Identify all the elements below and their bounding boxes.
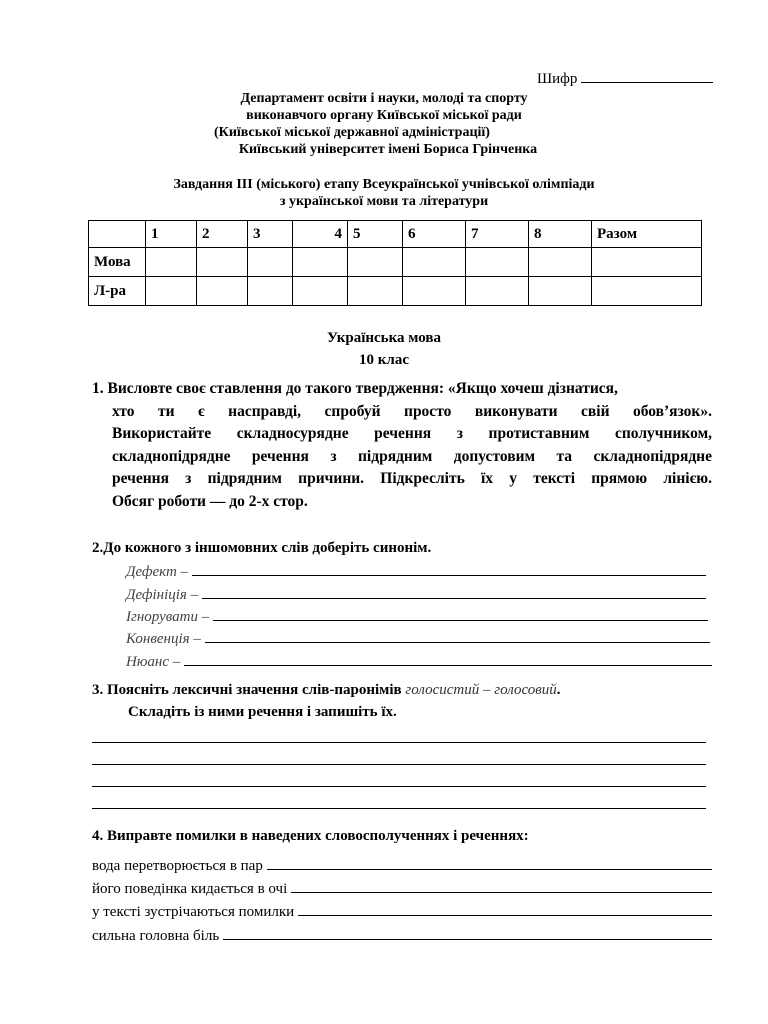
score-cell[interactable] bbox=[293, 248, 348, 277]
score-row-label: Мова bbox=[89, 248, 146, 277]
header-line-3: (Київської міської державної адміністрації) bbox=[214, 125, 490, 140]
document-header bbox=[0, 90, 768, 158]
header-line-2: виконавчого органу Київської міської ради bbox=[246, 108, 522, 123]
assignment-title bbox=[0, 176, 768, 210]
synonym-word: Ігнорувати – bbox=[126, 609, 210, 625]
score-cell[interactable] bbox=[529, 248, 592, 277]
score-table-header-row bbox=[89, 221, 702, 248]
task1-line-6: Обсяг роботи — до 2-х стор. bbox=[112, 492, 308, 510]
synonym-row bbox=[126, 585, 706, 604]
answer-line[interactable] bbox=[92, 742, 706, 743]
phrase-row bbox=[92, 902, 712, 921]
task1-line-1: 1. Висловте своє ставлення до такого твердження: «Якщо хочеш дізнатися, bbox=[92, 380, 618, 397]
task3-instruction: Складіть із ними речення і запишіть їх. bbox=[128, 704, 397, 720]
cipher-input-line[interactable] bbox=[581, 68, 713, 83]
score-cell[interactable] bbox=[592, 248, 702, 277]
task4-title: 4. Виправте помилки в наведених словосполученнях і реченнях: bbox=[92, 828, 529, 844]
task1-line-2: хто ти є насправді, спробуй просто виконувати свій обов’язок». bbox=[112, 402, 712, 420]
phrase-text: вода перетворюється в пар bbox=[92, 858, 263, 874]
synonym-row bbox=[126, 629, 710, 648]
synonym-row bbox=[126, 652, 712, 671]
subject-title: Українська мова bbox=[326, 330, 442, 346]
task1-body bbox=[92, 401, 712, 514]
score-cell[interactable] bbox=[197, 248, 248, 277]
task-1 bbox=[92, 378, 712, 514]
score-header-cell: 6 bbox=[403, 221, 466, 248]
subject-block bbox=[0, 327, 768, 371]
score-cell[interactable] bbox=[592, 277, 702, 306]
score-cell[interactable] bbox=[348, 277, 403, 306]
score-header-cell: Разом bbox=[592, 221, 702, 248]
score-header-cell: 3 bbox=[248, 221, 293, 248]
correction-line[interactable] bbox=[223, 926, 712, 940]
synonym-answer-line[interactable] bbox=[213, 607, 708, 621]
task3-title-end: . bbox=[556, 682, 561, 698]
synonym-answer-line[interactable] bbox=[192, 562, 706, 576]
score-header-cell: 7 bbox=[466, 221, 529, 248]
score-cell[interactable] bbox=[197, 277, 248, 306]
score-cell[interactable] bbox=[293, 277, 348, 306]
score-row-label: Л-ра bbox=[89, 277, 146, 306]
assignment-line-2: з української мови та літератури bbox=[279, 194, 489, 209]
synonym-word: Дефект – bbox=[126, 564, 189, 580]
task1-line-3: Використайте складносурядне речення з протиставним сполучником, bbox=[112, 425, 712, 443]
score-cell[interactable] bbox=[348, 248, 403, 277]
score-cell[interactable] bbox=[529, 277, 592, 306]
phrase-text: його поведінка кидається в очі bbox=[92, 881, 288, 897]
task1-line-5: речення з підрядним причини. Підкресліть їх у тексті прямою лінією. bbox=[112, 470, 712, 488]
phrase-text: у тексті зустрічаються помилки bbox=[92, 904, 295, 920]
synonym-row bbox=[126, 607, 708, 626]
score-table bbox=[88, 220, 702, 306]
score-cell[interactable] bbox=[248, 277, 293, 306]
header-line-4: Київський університет імені Бориса Грінченка bbox=[238, 142, 538, 157]
synonym-answer-line[interactable] bbox=[205, 629, 710, 643]
score-cell[interactable] bbox=[403, 277, 466, 306]
task1-line-4: складнопідрядне речення з підрядним допустовим та складнопідрядне bbox=[112, 447, 712, 465]
assignment-line-1: Завдання ІІІ (міського) етапу Всеукраїнської учнівської олімпіади bbox=[173, 177, 595, 192]
task3-title-text: 3. Поясніть лексичні значення слів-паронімів bbox=[92, 682, 402, 698]
phrase-text: сильна головна біль bbox=[92, 928, 220, 944]
answer-line[interactable] bbox=[92, 764, 706, 765]
score-cell[interactable] bbox=[146, 248, 197, 277]
cipher-field bbox=[537, 68, 713, 88]
score-row-literature bbox=[89, 277, 702, 306]
correction-line[interactable] bbox=[298, 902, 712, 916]
cipher-label: Шифр bbox=[537, 71, 578, 87]
synonym-word: Нюанс – bbox=[126, 654, 181, 670]
score-header-cell: 5 bbox=[348, 221, 403, 248]
synonym-word: Дефініція – bbox=[126, 587, 199, 603]
phrase-row bbox=[92, 926, 712, 945]
correction-line[interactable] bbox=[291, 879, 712, 893]
task3-title bbox=[92, 682, 561, 699]
score-cell[interactable] bbox=[248, 248, 293, 277]
score-header-cell: 2 bbox=[197, 221, 248, 248]
synonym-word: Конвенція – bbox=[126, 631, 201, 647]
task2-title: 2.До кожного з іншомовних слів доберіть синонім. bbox=[92, 540, 432, 556]
score-header-cell: 1 bbox=[146, 221, 197, 248]
correction-line[interactable] bbox=[267, 856, 712, 870]
phrase-row bbox=[92, 879, 712, 898]
score-cell[interactable] bbox=[466, 248, 529, 277]
score-cell[interactable] bbox=[466, 277, 529, 306]
score-cell[interactable] bbox=[403, 248, 466, 277]
synonym-row bbox=[126, 562, 706, 581]
score-header-cell bbox=[89, 221, 146, 248]
task3-paronyms: голосистий – голосовий bbox=[405, 682, 557, 698]
score-header-cell: 4 bbox=[293, 221, 348, 248]
grade-title: 10 клас bbox=[359, 352, 409, 368]
score-cell[interactable] bbox=[146, 277, 197, 306]
score-row-language bbox=[89, 248, 702, 277]
synonym-answer-line[interactable] bbox=[184, 652, 712, 666]
synonym-answer-line[interactable] bbox=[202, 585, 706, 599]
answer-line[interactable] bbox=[92, 808, 706, 809]
header-line-1: Департамент освіти і науки, молоді та спорту bbox=[240, 91, 528, 106]
score-header-cell: 8 bbox=[529, 221, 592, 248]
answer-line[interactable] bbox=[92, 786, 706, 787]
phrase-row bbox=[92, 856, 712, 875]
